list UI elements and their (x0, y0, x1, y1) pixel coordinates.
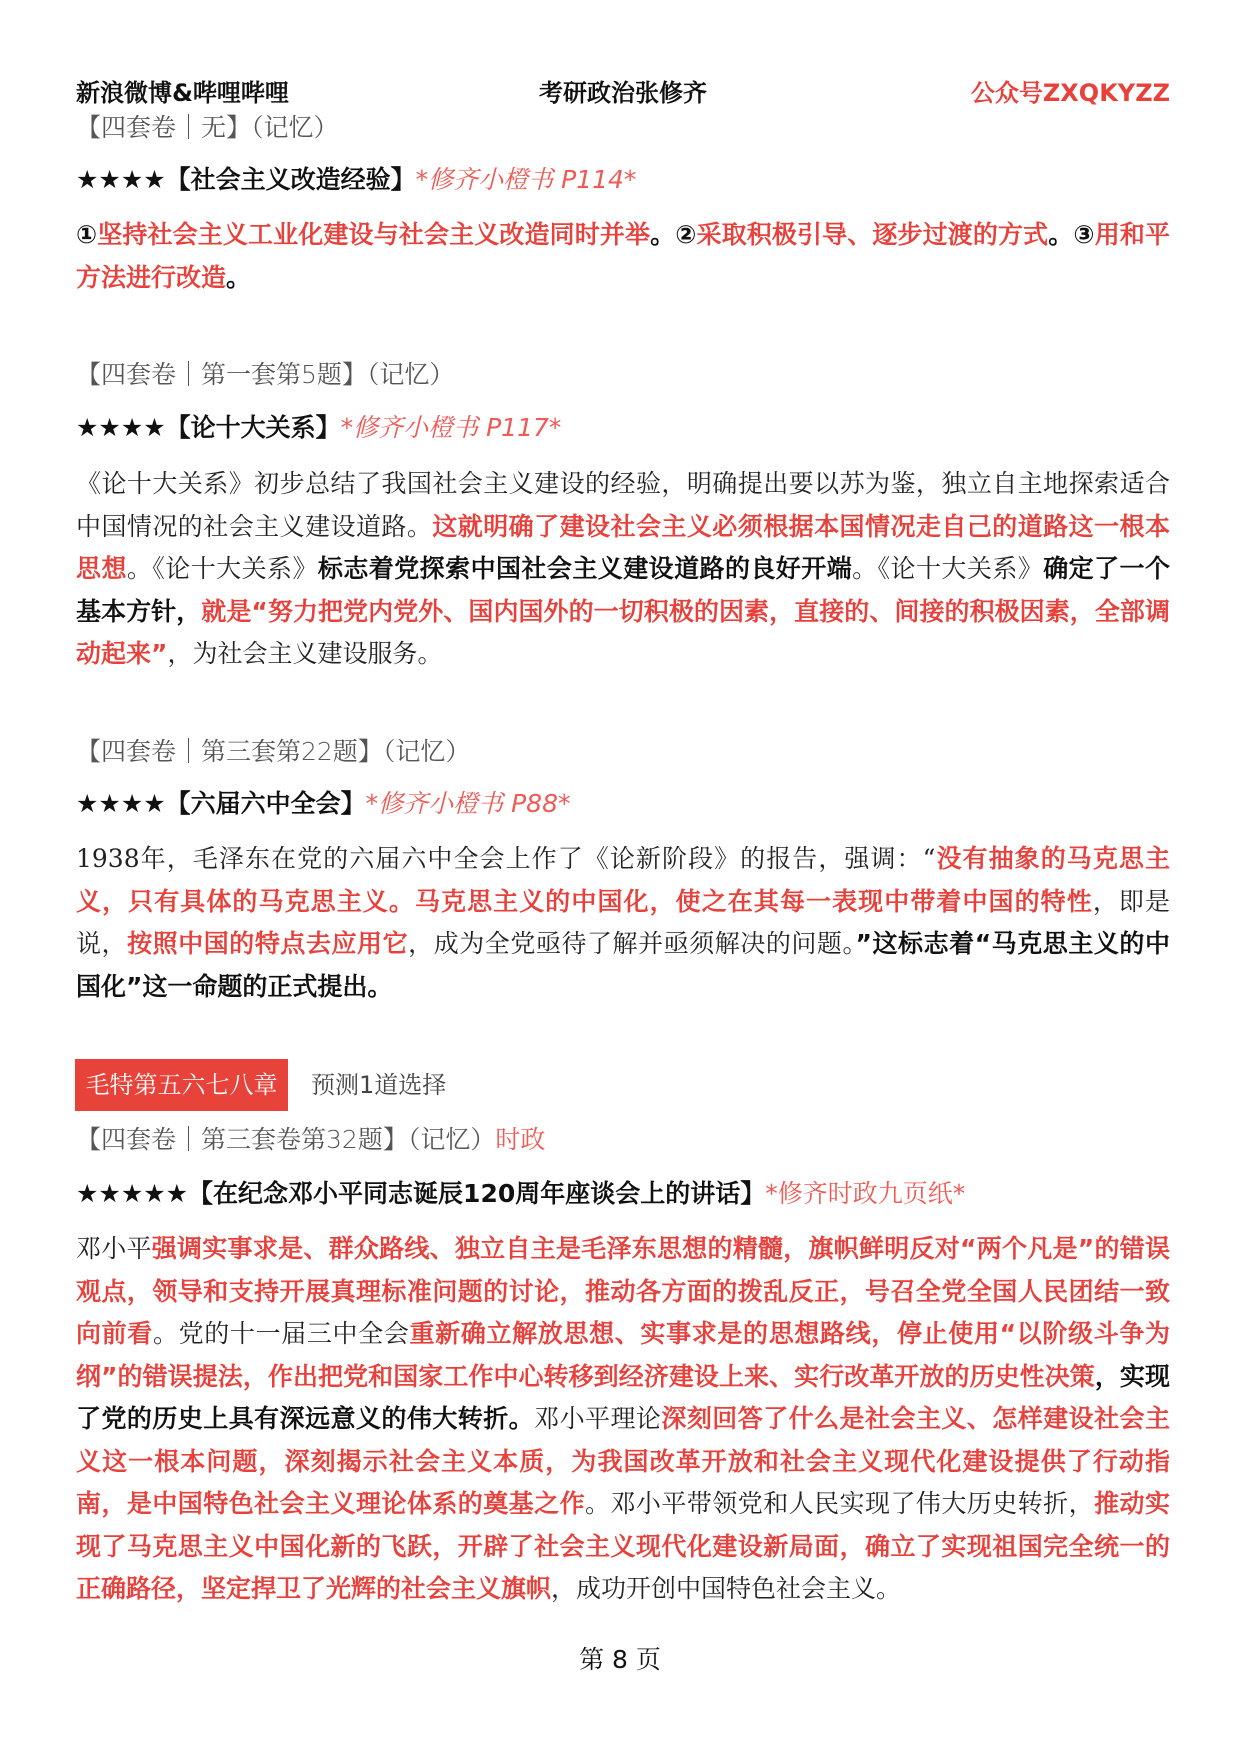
text-run: 就是“努力把党内党外、国内国外的一切积极的因素，直接的、间接的积极因素，全部调动起来” (76, 596, 1170, 668)
text-run: 【四套卷｜第一套第5题】（记忆） (76, 360, 455, 389)
section-4-title (76, 1173, 1170, 1216)
text-run: 邓小平 (76, 1234, 152, 1263)
text-run: 按照中国的特点去应用它 (127, 929, 409, 958)
section-4-tag (76, 1119, 1170, 1162)
text-run: ★★★★【六届六中全会】 (76, 789, 366, 818)
header-left: 新浪微博&哔哩哔哩 (76, 79, 289, 107)
section-2-title (76, 407, 1170, 450)
section-3-title (76, 783, 1170, 826)
text-run: *修齐时政九页纸* (765, 1179, 966, 1208)
text-run: 【四套卷｜无】（记忆） (76, 113, 339, 142)
section-1-tag (76, 107, 1170, 150)
text-run: ，即是说， (76, 886, 1170, 958)
text-run: *修齐小橙书 P88* (365, 789, 571, 818)
text-run: 。《论十大关系》 (852, 554, 1044, 583)
text-run: 。③ (1048, 220, 1095, 249)
text-run: 确定了一个基本方针， (76, 554, 1170, 626)
text-run: 深刻回答了什么是社会主义、怎样建设社会主义这一根本问题，深刻揭示社会主义本质，为我国改革开放和社会主义现代化建设提供了行动指南，是中国特色社会主义理论体系的奠基之作 (76, 1404, 1170, 1518)
text-run: 重新确立解放思想、实事求是的思想路线，停止使用“以阶级斗争为纲”的错误提法，作出把党和国家工作中心转移到经济建设上来、实行改革开放的历史性决策 (76, 1319, 1170, 1391)
text-run: 1938年，毛泽东在党的六届六中全会上作了《论新阶段》的报告，强调：“ (76, 844, 936, 873)
text-run: ，为社会主义建设服务。 (167, 639, 443, 668)
text-run: ★★★★【论十大关系】 (76, 413, 341, 442)
text-run: 强调实事求是、群众路线、独立自主是毛泽东思想的精髓，旗帜鲜明反对“两个凡是”的错误观点，领导和支持开展真理标准问题的讨论，推动各方面的拨乱反正，号召全党全国人民团结一致向前看 (76, 1234, 1170, 1348)
text-run: ，成为全党亟待了解并亟须解决的问题。 (408, 929, 856, 958)
text-run: 。党的十一届三中全会 (152, 1319, 410, 1348)
text-run: ，成功开创中国特色社会主义。 (551, 1574, 902, 1603)
section-2-tag (76, 354, 1170, 397)
text-run: 这就明确了建设社会主义必须根据本国情况走自己的道路这一根本思想 (76, 511, 1170, 583)
text-run: *修齐小橙书 P114* (415, 165, 637, 194)
section-4-body (76, 1228, 1170, 1611)
text-run: *修齐小橙书 P117* (340, 413, 562, 442)
chapter-badge: 毛特第五六七八章 (75, 1059, 288, 1111)
text-run: 推动实现了马克思主义中国化新的飞跃，开辟了社会主义现代化建设新局面，确立了实现祖国完全统一的正确路径，坚定捍卫了光辉的社会主义旗帜 (76, 1489, 1170, 1603)
header-center: 考研政治张修齐 (539, 79, 707, 107)
text-run: 时政 (495, 1125, 546, 1154)
text-run: ”这标志着“马克思主义的中国化”这一命题的正式提出。 (76, 929, 1170, 1001)
text-run: ，实现了党的历史上具有深远意义的伟大转折。 (76, 1361, 1170, 1433)
section-2-body (76, 463, 1170, 676)
text-run: 《论十大关系》初步总结了我国社会主义建设的经验，明确提出要以苏为鉴，独立自主地探索适合中国情况的社会主义建设道路。 (76, 469, 1170, 541)
text-run: 邓小平理论 (534, 1404, 662, 1433)
text-run: ① (76, 220, 98, 249)
text-run: 标志着党探索中国社会主义建设道路的良好开端 (317, 554, 853, 583)
text-run: 。邓小平带领党和人民实现了伟大历史转折， (585, 1489, 1095, 1518)
text-run: 没有抽象的马克思主义，只有具体的马克思主义。马克思主义的中国化，使之在其每一表现中带着中国的特性 (76, 844, 1170, 916)
text-run: 。《论十大关系》 (126, 554, 318, 583)
section-1-title (76, 159, 1170, 202)
section-1-body (76, 214, 1170, 299)
text-run: 。 (226, 262, 252, 292)
text-run: ★★★★【社会主义改造经验】 (76, 165, 416, 194)
text-run: 坚持社会主义工业化建设与社会主义改造同时并举 (97, 220, 651, 249)
text-run: 【四套卷｜第三套第22题】（记忆） (76, 737, 471, 766)
page-number: 第 8 页 (579, 1645, 661, 1674)
text-run: 。② (650, 220, 697, 249)
text-run: 采取积极引导、逐步过渡的方式 (696, 220, 1049, 249)
header-right: 公众号ZXQKYZZ (970, 79, 1170, 107)
text-run: 【四套卷｜第三套卷第32题】（记忆） (76, 1125, 496, 1154)
text-run: ★★★★★【在纪念邓小平同志诞辰120周年座谈会上的讲话】 (76, 1179, 766, 1208)
prediction-label: 预测1道选择 (311, 1071, 447, 1099)
section-3-tag (76, 731, 1170, 774)
section-3-body (76, 838, 1170, 1008)
text-run: 用和平方法进行改造 (76, 220, 1170, 292)
